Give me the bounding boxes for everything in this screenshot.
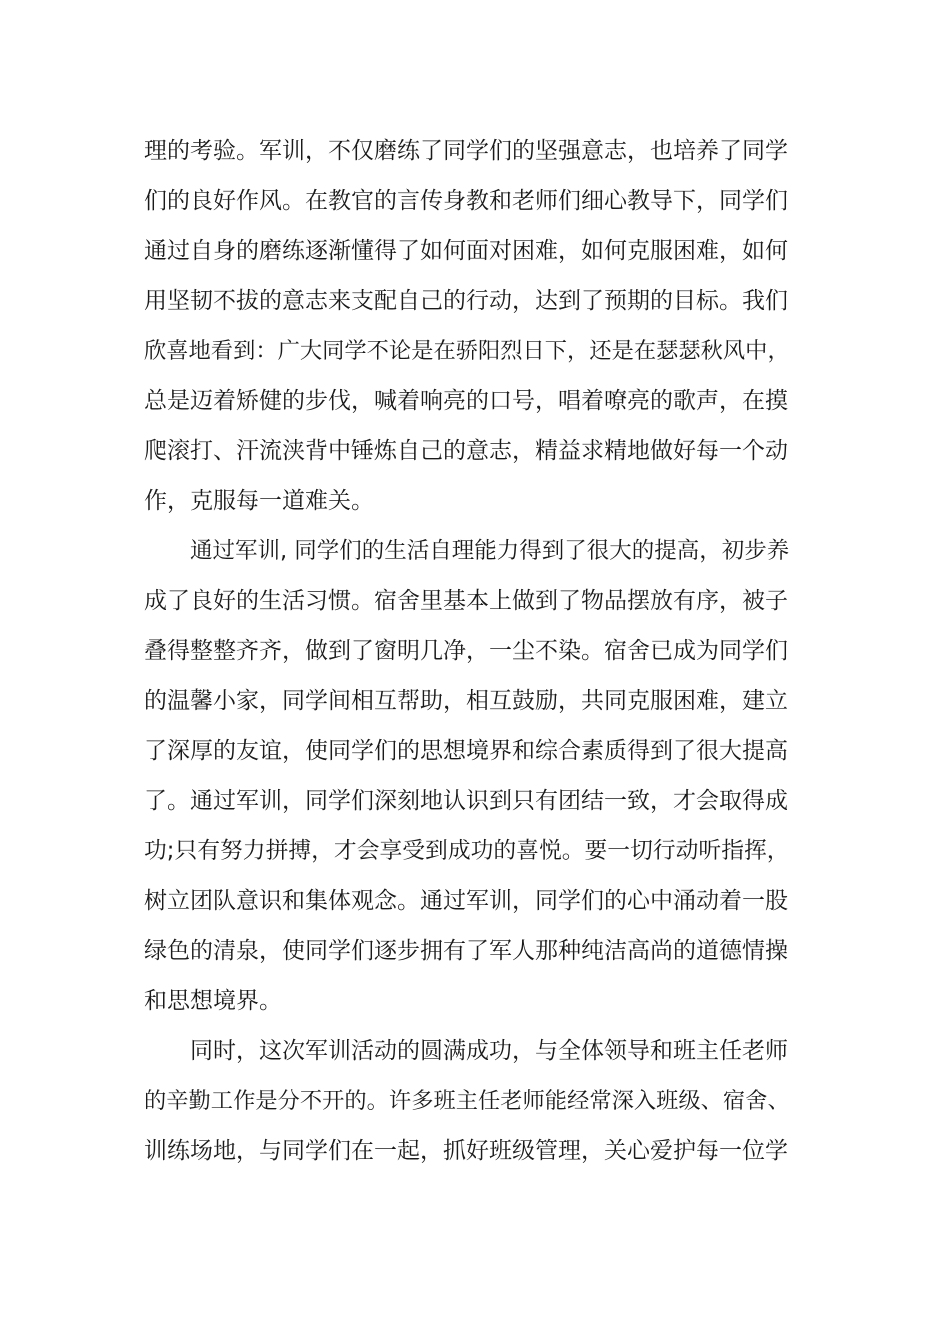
text-line: 欣喜地看到：广大同学不论是在骄阳烈日下，还是在瑟瑟秋风中， [144,338,790,364]
text-line: 了深厚的友谊，使同学们的思想境界和综合素质得到了很大提高 [144,738,788,764]
text-line: 的温馨小家，同学间相互帮助，相互鼓励，共同克服困难，建立 [144,688,788,714]
text-line: 成了良好的生活习惯。宿舍里基本上做到了物品摆放有序，被子 [144,588,788,614]
text-line: 作，克服每一道难关。 [144,488,374,514]
text-line: 的辛勤工作是分不开的。许多班主任老师能经常深入班级、宿舍、 [144,1088,790,1114]
text-line: 绿色的清泉，使同学们逐步拥有了军人那种纯洁高尚的道德情操 [144,938,788,964]
text-line: 叠得整整齐齐，做到了窗明几净，一尘不染。宿舍已成为同学们 [144,638,788,664]
text-line: 理的考验。军训，不仅磨练了同学们的坚强意志，也培养了同学 [144,138,788,164]
text-line: 总是迈着矫健的步伐，喊着响亮的口号，唱着嘹亮的歌声，在摸 [144,388,788,414]
text-line: 树立团队意识和集体观念。通过军训，同学们的心中涌动着一股 [144,888,788,914]
paragraph-first-line: 同时，这次军训活动的圆满成功，与全体领导和班主任老师 [190,1038,788,1064]
text-line: 了。通过军训，同学们深刻地认识到只有团结一致，才会取得成 [144,788,788,814]
text-line: 用坚韧不拔的意志来支配自己的行动，达到了预期的目标。我们 [144,288,788,314]
paragraph-first-line: 通过军训, 同学们的生活自理能力得到了很大的提高，初步养 [190,538,790,564]
text-line: 和思想境界。 [144,988,282,1014]
text-line: 爬滚打、汗流浃背中锤炼自己的意志，精益求精地做好每一个动 [144,438,788,464]
text-line: 们的良好作风。在教官的言传身教和老师们细心教导下，同学们 [144,188,788,214]
text-line: 训练场地，与同学们在一起，抓好班级管理，关心爱护每一位学 [144,1138,788,1164]
text-line: 通过自身的磨练逐渐懂得了如何面对困难，如何克服困难，如何 [144,238,788,264]
text-line: 功;只有努力拼搏，才会享受到成功的喜悦。要一切行动听指挥， [144,838,790,864]
